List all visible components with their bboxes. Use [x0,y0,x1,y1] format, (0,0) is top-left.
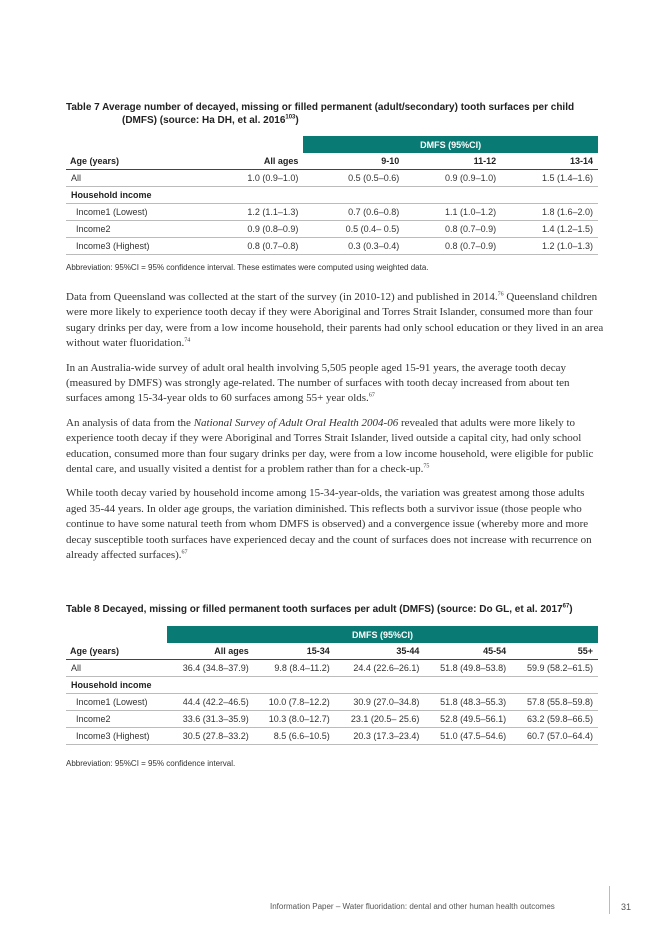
table7-cell: 1.5 (1.4–1.6) [501,170,598,187]
table7-caption [66,101,574,127]
table8-caption-ref: 67 [562,603,570,610]
table8-cell: 24.4 (22.6–26.1) [335,660,425,677]
table7-row-label: Income3 (Highest) [66,238,207,255]
table7-cell: 0.5 (0.4– 0.5) [303,221,404,238]
table7-cell: 0.9 (0.9–1.0) [404,170,501,187]
table8-cell: 59.9 (58.2–61.5) [511,660,598,677]
table8-column-header: 45-54 [424,643,511,660]
paragraph-text: Data from Queensland was collected at the start of the survey (in 2010-12) and published in 2014. [66,291,498,303]
table7-cell: 1.2 (1.0–1.3) [501,238,598,255]
table8 [66,626,598,745]
footer-divider [609,886,610,914]
table8-row [66,728,598,745]
table8-column-header: All ages [167,643,254,660]
table8-cell: 57.8 (55.8–59.8) [511,694,598,711]
paragraph-text: Queensland children were more likely to experience tooth decay if they were Aboriginal and Torres Strait Islander, consumed more than four sugary drinks per day, were from a low income household, their parents had only school education or they lived in an area without water fluoridation. [66,291,604,350]
paragraph-national-survey [66,416,606,478]
paragraph-queensland [66,290,606,352]
table7 [66,136,598,255]
reference: 76 [497,291,504,298]
table7-column-header: All ages [207,153,304,170]
table7-row [66,187,598,204]
table7-cell: 0.3 (0.3–0.4) [303,238,404,255]
table8-cell: 51.0 (47.5–54.6) [424,728,511,745]
table7-cell: 0.9 (0.8–0.9) [207,221,304,238]
table7-column-header: Age (years) [66,153,207,170]
table7-row [66,170,598,187]
table8-column-header: 35-44 [335,643,425,660]
table8-row [66,660,598,677]
table7-group-header: DMFS (95%CI) [303,136,598,153]
table8-cell: 36.4 (34.8–37.9) [167,660,254,677]
table8-cell: 44.4 (42.2–46.5) [167,694,254,711]
table7-cell: 1.0 (0.9–1.0) [207,170,304,187]
table7-column-header: 11-12 [404,153,501,170]
table7-cell: 1.2 (1.1–1.3) [207,204,304,221]
table8-row [66,677,598,694]
table8-cell: 63.2 (59.8–66.5) [511,711,598,728]
reference: 75 [423,463,430,470]
table7-abbreviation: Abbreviation: 95%CI = 95% confidence interval. These estimates were computed using weighted data. [66,263,429,272]
table8-cell: 30.9 (27.0–34.8) [335,694,425,711]
table8-cell: 30.5 (27.8–33.2) [167,728,254,745]
table7-row [66,204,598,221]
footer-text: Information Paper – Water fluoridation: dental and other human health outcomes [270,902,555,911]
table8-caption-text: Table 8 Decayed, missing or filled permanent tooth surfaces per adult (DMFS) (source: Do GL, et al. 2017 [66,604,563,615]
table7-cell: 0.5 (0.5–0.6) [303,170,404,187]
table8-cell: 33.6 (31.3–35.9) [167,711,254,728]
table7-row-label: Income2 [66,221,207,238]
table8-row-label: Income3 (Highest) [66,728,167,745]
table7-cell: 1.8 (1.6–2.0) [501,204,598,221]
paragraph-text: revealed that adults were more likely to experience tooth decay if they were Aboriginal and Torres Strait Islander, lived outside a capital city, had only school education, consumed more than four sugary drinks per day, were from a low income household, were eligible for public dental care, and usually visited a dentist for a problem rather than for a check-up. [66,416,594,476]
table7-cell: 1.4 (1.2–1.5) [501,221,598,238]
table8-column-header: Age (years) [66,643,167,660]
table8-row-label: Income1 (Lowest) [66,694,167,711]
reference: 74 [184,337,191,344]
table7-column-header: 9-10 [303,153,404,170]
table8-cell: 60.7 (57.0–64.4) [511,728,598,745]
table8-caption [66,603,573,616]
paragraph-household-income [66,486,606,563]
reference: 67 [368,392,375,399]
page-number: 31 [621,902,632,912]
table7-cell: 1.1 (1.0–1.2) [404,204,501,221]
table7-row-label: All [66,170,207,187]
paragraph-australia-survey [66,361,606,407]
table7-row [66,238,598,255]
table7-cell: 0.8 (0.7–0.9) [404,221,501,238]
table8-cell: 51.8 (48.3–55.3) [424,694,511,711]
paragraph-text: An analysis of data from the [66,416,194,429]
table7-column-header: 13-14 [501,153,598,170]
table7-caption-close: ) [295,115,299,126]
table8-cell: 8.5 (6.6–10.5) [254,728,335,745]
table7-caption-line1: Table 7 Average number of decayed, missing or filled permanent (adult/secondary) tooth surfaces per child [66,102,575,113]
table7-cell: 0.7 (0.6–0.8) [303,204,404,221]
body-text [66,290,606,573]
table7-group-label: Household income [66,187,598,204]
table8-column-header: 55+ [511,643,598,660]
table8-caption-close: ) [569,604,573,615]
table8-row [66,711,598,728]
table8-row-label: Income2 [66,711,167,728]
table8-cell: 23.1 (20.5– 25.6) [335,711,425,728]
table8-group-header: DMFS (95%CI) [167,626,598,643]
table8-column-header: 15-34 [254,643,335,660]
paragraph-text: While tooth decay varied by household income among 15-34-year-olds, the variation was greatest among those adults aged 35-44 years. In older age groups, the variation diminished. This reflects both a survivor issue (those people who continue to have some natural teeth from whom DMFS is observed) and a convergence issue (whereby more and more decay susceptible tooth surfaces have experienced decay and the count of surfaces does not increase with recurrence on already affected surfaces). [66,487,592,562]
reference: 67 [181,549,188,556]
table7-row-label: Income1 (Lowest) [66,204,207,221]
table8-cell: 52.8 (49.5–56.1) [424,711,511,728]
table7-cell: 0.8 (0.7–0.9) [404,238,501,255]
table8-cell: 10.3 (8.0–12.7) [254,711,335,728]
table8-row [66,694,598,711]
table8-abbreviation: Abbreviation: 95%CI = 95% confidence interval. [66,759,236,768]
paragraph-text: In an Australia-wide survey of adult oral health involving 5,505 people aged 15-91 years, the average tooth decay (measured by DMFS) was strongly age-related. The number of surfaces with tooth decay increased from about ten surfaces among 15-34-year olds to 60 surfaces among 55+ year olds. [66,361,570,405]
table7-cell: 0.8 (0.7–0.8) [207,238,304,255]
table8-cell: 51.8 (49.8–53.8) [424,660,511,677]
table8-cell: 9.8 (8.4–11.2) [254,660,335,677]
table8-group-label: Household income [66,677,598,694]
table8-row-label: All [66,660,167,677]
table8-cell: 10.0 (7.8–12.2) [254,694,335,711]
table8-cell: 20.3 (17.3–23.4) [335,728,425,745]
table7-caption-ref: 103 [285,114,296,121]
survey-title: National Survey of Adult Oral Health 2004-06 [193,416,399,429]
table7-caption-line2: (DMFS) (source: Ha DH, et al. 2016 [122,115,286,126]
table7-row [66,221,598,238]
